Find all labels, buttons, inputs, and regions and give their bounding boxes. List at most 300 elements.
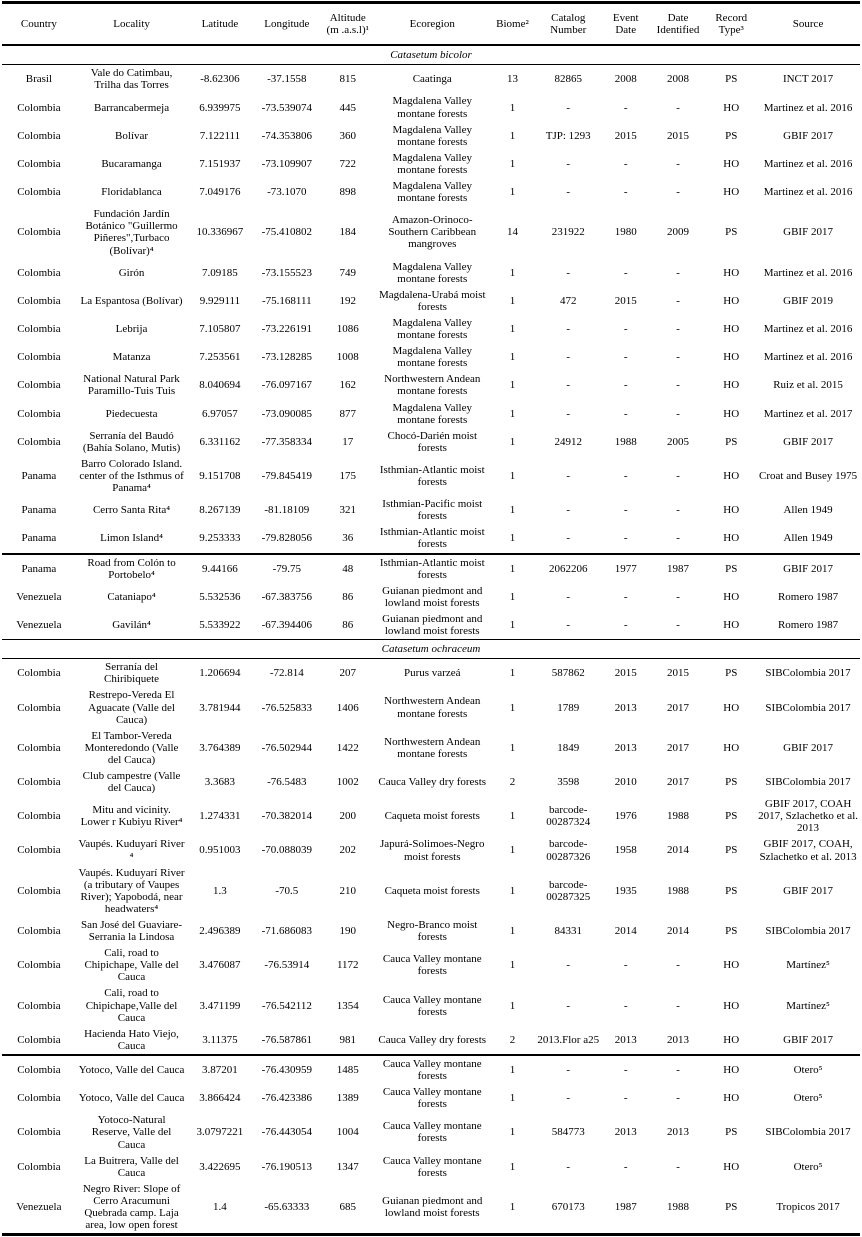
cell-ecoregion: Cauca Valley montane forests	[374, 1055, 490, 1084]
cell-event_date: 1935	[614, 884, 637, 897]
cell-biome: 1	[509, 186, 516, 199]
cell-catalog_number: -	[566, 266, 571, 279]
table-row	[2, 945, 860, 985]
cell-longitude: -76.525833	[261, 701, 313, 714]
cell-record_type: HO	[723, 266, 740, 279]
cell-date_identified: -	[676, 186, 680, 199]
cell-altitude: 162	[339, 379, 356, 392]
cell-event_date: -	[623, 999, 628, 1012]
cell-longitude: -76.5483	[267, 776, 307, 789]
cell-latitude: 3.87201	[187, 1055, 252, 1084]
species-section-row	[2, 640, 860, 659]
cell-event_date: -	[602, 1055, 650, 1084]
cell-altitude: 1004	[336, 1126, 359, 1139]
cell-locality: Floridablanca	[101, 186, 162, 199]
cell-altitude: 86	[342, 590, 354, 603]
cell-ecoregion: Northwestern Andean montane forests	[384, 695, 481, 720]
cell-biome: 1	[509, 157, 516, 170]
cell-record_type: PS	[706, 554, 756, 583]
column-header-latitude: Latitude	[187, 3, 252, 46]
column-header-event_date: Event Date	[602, 3, 650, 46]
table-row	[2, 768, 860, 796]
cell-locality: Cali, road to Chipichape,Valle del Cauca	[85, 987, 178, 1024]
cell-record_type: HO	[723, 294, 740, 307]
cell-ecoregion: Magdalena-Urabá moist forests	[378, 288, 486, 313]
column-header-catalog_number: Catalog Number	[535, 3, 602, 46]
cell-biome: 1	[509, 884, 516, 897]
cell-altitude: 184	[339, 226, 356, 239]
cell-latitude: 3.471199	[199, 999, 241, 1012]
cell-latitude: 6.939975	[199, 101, 241, 114]
cell-country: Colombia	[2, 1055, 76, 1084]
cell-country: Panama	[21, 504, 57, 517]
cell-biome: 1	[509, 101, 516, 114]
cell-record_type: HO	[706, 1055, 756, 1084]
cell-date_identified: 1987	[650, 554, 707, 583]
cell-biome: 1	[509, 618, 516, 631]
cell-catalog_number: 472	[559, 294, 577, 307]
table-row	[2, 206, 860, 258]
cell-ecoregion: Amazon-Orinoco-Southern Caribbean mangroves	[388, 214, 477, 251]
cell-catalog_number: -	[566, 590, 571, 603]
cell-event_date: -	[623, 532, 628, 545]
cell-catalog_number: 24912	[554, 435, 582, 448]
cell-longitude: -73.539074	[261, 101, 313, 114]
cell-altitude: 445	[339, 101, 356, 114]
cell-longitude: -75.410802	[261, 226, 313, 239]
table-row	[2, 1181, 860, 1235]
table-row	[2, 371, 860, 399]
cell-date_identified: -	[676, 323, 680, 336]
cell-altitude: 200	[339, 810, 356, 823]
cell-locality: Restrepo-Vereda El Aguacate (Valle del Cauca)	[88, 689, 175, 726]
cell-ecoregion: Isthmian-Atlantic moist forests	[374, 554, 490, 583]
cell-longitude: -76.542112	[261, 999, 312, 1012]
cell-event_date: -	[623, 351, 628, 364]
cell-longitude: -74.353806	[261, 129, 313, 142]
cell-locality: Serranía del Baudó (Bahía Solano, Mutis)	[82, 429, 181, 454]
table-row	[2, 917, 860, 945]
cell-record_type: HO	[723, 351, 740, 364]
cell-record_type: PS	[725, 129, 738, 142]
cell-longitude: -81.18109	[264, 504, 310, 517]
cell-date_identified: 2013	[667, 1033, 690, 1046]
cell-record_type: HO	[723, 323, 740, 336]
cell-longitude: -73.090085	[261, 407, 313, 420]
cell-country: Colombia	[17, 407, 61, 420]
cell-catalog_number: 2062206	[535, 554, 602, 583]
cell-event_date: 1977	[602, 554, 650, 583]
cell-country: Colombia	[17, 776, 61, 789]
cell-longitude: -73.109907	[261, 157, 313, 170]
cell-locality: Hacienda Hato Viejo, Cauca	[84, 1027, 179, 1052]
cell-latitude: 6.331162	[199, 435, 241, 448]
cell-biome: 13	[506, 73, 518, 86]
cell-record_type: PS	[725, 1200, 738, 1213]
cell-latitude: 9.44166	[187, 554, 252, 583]
cell-latitude: 3.11375	[202, 1033, 238, 1046]
cell-date_identified: -	[676, 379, 680, 392]
cell-event_date: -	[623, 618, 628, 631]
cell-catalog_number: TJP: 1293	[545, 129, 591, 142]
cell-altitude: 17	[342, 435, 354, 448]
cell-biome: 1	[509, 379, 516, 392]
cell-country: Colombia	[17, 701, 61, 714]
cell-country: Venezuela	[16, 1200, 62, 1213]
table-row	[2, 796, 860, 836]
cell-event_date: -	[623, 186, 628, 199]
cell-locality: La Buitrera, Valle del Cauca	[84, 1154, 179, 1179]
cell-altitude: 877	[339, 407, 356, 420]
cell-source: GBIF 2017	[756, 554, 860, 583]
cell-catalog_number: -	[566, 504, 571, 517]
cell-ecoregion: Northwestern Andean montane forests	[384, 735, 481, 760]
cell-latitude: 7.151937	[199, 157, 241, 170]
cell-record_type: PS	[725, 844, 738, 857]
cell-country: Colombia	[17, 266, 61, 279]
cell-catalog_number: 2013.Flor a25	[537, 1033, 600, 1046]
cell-biome: 1	[509, 351, 516, 364]
cell-country: Colombia	[17, 810, 61, 823]
cell-altitude: 1422	[336, 741, 359, 754]
cell-ecoregion: Cauca Valley montane forests	[382, 993, 482, 1018]
cell-country: Venezuela	[16, 590, 62, 603]
cell-catalog_number: barcode-00287325	[546, 878, 591, 903]
cell-locality: Limon Island⁴	[100, 532, 163, 545]
cell-source: Otero⁵	[756, 1055, 860, 1084]
cell-source: Martínez⁵	[786, 999, 830, 1012]
table-row	[2, 554, 860, 583]
cell-longitude: -77.358334	[261, 435, 313, 448]
species-section-title: Catasetum ochraceum	[2, 640, 860, 659]
cell-event_date: 2008	[614, 73, 637, 86]
records-table	[2, 1, 860, 1236]
cell-ecoregion: Magdalena Valley montane forests	[392, 401, 472, 426]
table-row	[2, 524, 860, 553]
cell-event_date: 2015	[614, 294, 637, 307]
cell-latitude: 6.97057	[202, 407, 238, 420]
cell-ecoregion: Cauca Valley montane forests	[382, 1120, 482, 1145]
cell-source: Martinez et al. 2016	[763, 186, 853, 199]
cell-catalog_number: -	[566, 101, 571, 114]
cell-ecoregion: Caqueta moist forests	[384, 810, 480, 823]
cell-latitude: 7.09185	[202, 266, 238, 279]
cell-source: Romero 1987	[777, 618, 839, 631]
cell-ecoregion: Isthmian-Atlantic moist forests	[379, 463, 485, 489]
table-row	[2, 456, 860, 496]
cell-event_date: -	[623, 590, 628, 603]
cell-record_type: HO	[723, 504, 740, 517]
cell-longitude: -76.430959	[253, 1055, 322, 1084]
cell-locality: Cataniapo⁴	[107, 590, 156, 603]
cell-event_date: 2013	[614, 1126, 637, 1139]
cell-catalog_number: barcode-00287326	[546, 838, 591, 863]
column-header-locality: Locality	[76, 3, 188, 46]
cell-date_identified: -	[676, 590, 680, 603]
cell-longitude: -76.587861	[261, 1033, 313, 1046]
column-header-biome: Biome²	[490, 3, 535, 46]
cell-altitude: 1389	[336, 1092, 359, 1105]
cell-longitude: -70.382014	[261, 810, 313, 823]
cell-biome: 1	[509, 407, 516, 420]
cell-latitude: 7.049176	[199, 186, 241, 199]
cell-catalog_number: 82865	[554, 73, 582, 86]
cell-source: Croat and Busey 1975	[759, 470, 858, 482]
cell-latitude: 3.476087	[199, 959, 241, 972]
cell-country: Colombia	[17, 101, 61, 114]
cell-longitude: -65.63333	[264, 1200, 310, 1213]
cell-country: Colombia	[17, 844, 61, 857]
cell-altitude: 86	[342, 618, 354, 631]
cell-source: SIBColombia 2017	[765, 925, 851, 938]
cell-biome: 1	[490, 554, 535, 583]
table-row	[2, 1084, 860, 1112]
cell-locality: Matanza	[112, 351, 151, 364]
cell-country: Colombia	[17, 1126, 61, 1139]
cell-event_date: -	[623, 379, 628, 392]
cell-locality: National Natural Park Paramillo-Tuis Tuis	[83, 373, 180, 398]
cell-latitude: 5.532536	[199, 590, 241, 603]
cell-catalog_number: 231922	[551, 226, 585, 239]
header-row	[2, 3, 860, 46]
cell-date_identified: -	[676, 618, 680, 631]
cell-biome: 1	[509, 266, 516, 279]
cell-ecoregion: Magdalena Valley montane forests	[392, 316, 472, 342]
cell-latitude: 3.781944	[199, 701, 241, 714]
cell-catalog_number: -	[566, 532, 571, 545]
cell-country: Colombia	[17, 129, 61, 142]
cell-biome: 2	[509, 1033, 516, 1046]
cell-country: Colombia	[17, 379, 61, 392]
cell-altitude: 1406	[336, 701, 359, 714]
cell-source: GBIF 2017	[783, 1033, 833, 1046]
cell-longitude: -76.443054	[261, 1126, 313, 1139]
cell-latitude: 5.533922	[199, 618, 241, 631]
cell-biome: 1	[509, 959, 516, 972]
cell-source: Martínez⁵	[786, 959, 830, 972]
cell-latitude: 7.253561	[199, 351, 241, 364]
cell-locality: Piedecuesta	[105, 407, 158, 420]
cell-source: GBIF 2017, COAH, Szlachetko et al. 2013	[759, 838, 857, 863]
cell-event_date: 2015	[614, 667, 637, 680]
cell-altitude: 207	[339, 667, 356, 680]
cell-date_identified: -	[676, 532, 680, 545]
cell-altitude: 48	[321, 554, 374, 583]
cell-ecoregion: Magdalena Valley montane forests	[392, 123, 472, 148]
cell-longitude: -67.394406	[261, 618, 313, 631]
cell-latitude: 7.122111	[199, 129, 241, 142]
cell-record_type: HO	[723, 101, 740, 114]
cell-ecoregion: Cauca Valley montane forests	[382, 1086, 482, 1111]
cell-biome: 1	[509, 925, 516, 938]
column-header-record_type: Record Type³	[706, 3, 756, 46]
table-row	[2, 400, 860, 428]
cell-ecoregion: Isthmian-Pacific moist forests	[382, 498, 483, 523]
cell-catalog_number: 670173	[551, 1200, 585, 1213]
cell-source: Martinez et al. 2016	[763, 157, 853, 170]
cell-longitude: -76.097167	[261, 379, 313, 392]
cell-country: Venezuela	[16, 618, 62, 631]
cell-ecoregion: Magdalena Valley montane forests	[392, 345, 472, 370]
cell-source: SIBColombia 2017	[765, 667, 851, 680]
cell-date_identified: 2017	[667, 776, 690, 789]
cell-country: Colombia	[17, 157, 61, 170]
cell-source: GBIF 2019	[783, 294, 833, 307]
cell-biome: 1	[509, 667, 516, 680]
cell-event_date: -	[623, 407, 628, 420]
table-row	[2, 1112, 860, 1152]
table-row	[2, 1055, 860, 1084]
cell-altitude: 898	[339, 186, 356, 199]
cell-country: Panama	[2, 554, 76, 583]
cell-source: Martinez et al. 2016	[763, 266, 853, 279]
cell-locality: Vaupés. Kuduyarí River (a tributary of Vaupes River); Yapobodá, near headwaters⁴	[78, 866, 185, 915]
cell-latitude: -8.62306	[200, 73, 240, 86]
cell-altitude: 1008	[336, 351, 359, 364]
cell-event_date: 1988	[614, 435, 637, 448]
cell-latitude: 0.951003	[199, 844, 241, 857]
cell-record_type: HO	[723, 532, 740, 545]
cell-source: GBIF 2017	[783, 129, 833, 142]
table-row	[2, 343, 860, 371]
cell-latitude: 1.4	[213, 1200, 227, 1213]
cell-country: Brasil	[25, 73, 53, 86]
cell-date_identified: 1988	[667, 810, 690, 823]
cell-country: Panama	[21, 532, 57, 545]
cell-altitude: 202	[339, 844, 356, 857]
cell-country: Colombia	[17, 435, 61, 448]
cell-catalog_number: -	[566, 351, 571, 364]
cell-record_type: PS	[725, 667, 738, 680]
table-row	[2, 93, 860, 121]
cell-source: Otero⁵	[793, 1160, 823, 1173]
cell-record_type: HO	[723, 618, 740, 631]
table-row	[2, 150, 860, 178]
cell-locality: La Espantosa (Bolívar)	[80, 294, 183, 307]
cell-longitude: -70.088039	[261, 844, 313, 857]
cell-event_date: 1980	[614, 226, 637, 239]
table-row	[2, 865, 860, 917]
cell-country: Colombia	[17, 186, 61, 199]
cell-event_date: -	[623, 1160, 628, 1173]
cell-ecoregion: Caqueta moist forests	[384, 884, 480, 897]
cell-record_type: HO	[723, 1033, 740, 1046]
cell-record_type: HO	[723, 590, 740, 603]
cell-biome: 1	[509, 1160, 516, 1173]
cell-altitude: 36	[342, 532, 354, 545]
cell-longitude: -79.828056	[261, 532, 313, 545]
table-row	[2, 583, 860, 611]
cell-ecoregion: Magdalena Valley montane forests	[392, 260, 472, 285]
cell-country: Colombia	[17, 294, 61, 307]
cell-locality: Bolívar	[115, 129, 149, 142]
cell-altitude: 1086	[336, 323, 359, 336]
cell-locality: Yotoco, Valle del Cauca	[78, 1092, 185, 1105]
cell-altitude: 981	[339, 1033, 356, 1046]
table-row	[2, 287, 860, 315]
cell-event_date: 2013	[614, 701, 637, 714]
cell-catalog_number: 1789	[557, 701, 580, 714]
cell-catalog_number: -	[566, 1092, 571, 1105]
cell-latitude: 3.422695	[199, 1160, 241, 1173]
cell-biome: 2	[509, 776, 516, 789]
table-row	[2, 122, 860, 150]
cell-source: SIBColombia 2017	[765, 701, 851, 714]
cell-altitude: 175	[339, 470, 356, 482]
cell-locality: Yotoco-Natural Reserve, Valle del Cauca	[91, 1114, 172, 1151]
cell-altitude: 1347	[336, 1160, 359, 1173]
cell-biome: 1	[509, 323, 516, 336]
cell-source: GBIF 2017	[783, 741, 833, 754]
cell-event_date: -	[623, 470, 628, 482]
cell-source: Allen 1949	[783, 532, 833, 545]
cell-record_type: HO	[723, 1092, 740, 1105]
cell-country: Colombia	[17, 667, 61, 680]
table-body	[2, 45, 860, 1234]
cell-record_type: PS	[725, 73, 738, 86]
cell-date_identified: 1988	[667, 884, 690, 897]
cell-latitude: 2.496389	[199, 925, 241, 938]
cell-ecoregion: Magdalena Valley montane forests	[392, 180, 472, 205]
cell-catalog_number: -	[535, 1055, 602, 1084]
cell-event_date: 2015	[614, 129, 637, 142]
cell-event_date: -	[623, 266, 628, 279]
cell-country: Panama	[21, 470, 57, 482]
table-row	[2, 985, 860, 1025]
column-header-date_identified: Date Identified	[650, 3, 707, 46]
cell-catalog_number: 3598	[557, 776, 580, 789]
cell-catalog_number: -	[566, 1160, 571, 1173]
cell-latitude: 9.253333	[199, 532, 241, 545]
cell-longitude: -73.155523	[261, 266, 313, 279]
table-row	[2, 65, 860, 94]
cell-country: Colombia	[17, 1160, 61, 1173]
cell-record_type: HO	[723, 959, 740, 972]
cell-event_date: 2010	[614, 776, 637, 789]
cell-date_identified: -	[676, 999, 680, 1012]
table-row	[2, 687, 860, 727]
cell-biome: 1	[509, 741, 516, 754]
cell-longitude: -79.845419	[261, 470, 313, 482]
cell-country: Colombia	[17, 741, 61, 754]
cell-ecoregion: Purus varzeá	[403, 667, 461, 680]
cell-event_date: 2013	[614, 1033, 637, 1046]
cell-locality: Girón	[118, 266, 145, 279]
cell-source: GBIF 2017	[783, 435, 833, 448]
cell-latitude: 3.764389	[199, 741, 241, 754]
cell-latitude: 7.105807	[199, 323, 241, 336]
cell-longitude: -73.128285	[261, 351, 313, 364]
cell-locality: San José del Guaviare-Serrania la Lindosa	[80, 919, 183, 944]
cell-event_date: -	[623, 1092, 628, 1105]
cell-latitude: 8.267139	[199, 504, 241, 517]
cell-date_identified: -	[676, 1092, 680, 1105]
cell-source: INCT 2017	[782, 73, 834, 86]
cell-source: GBIF 2017	[783, 884, 833, 897]
cell-date_identified: -	[676, 1160, 680, 1173]
cell-ecoregion: Guianan piedmont and lowland moist forests	[382, 1194, 483, 1219]
table-row	[2, 496, 860, 524]
cell-biome: 1	[509, 294, 516, 307]
species-section-row	[2, 45, 860, 65]
cell-source: Martinez et al. 2016	[763, 323, 853, 336]
cell-locality: Serranía del Chiribiquete	[104, 661, 160, 686]
cell-locality: Vaupés. Kuduyarí River ⁴	[78, 838, 185, 863]
cell-ecoregion: Cauca Valley montane forests	[382, 953, 482, 978]
cell-locality: El Tambor-Vereda Monteredondo (Valle del Cauca)	[84, 729, 179, 766]
cell-catalog_number: -	[566, 323, 571, 336]
cell-locality: Vale do Catimbau, Trilha das Torres	[90, 67, 173, 92]
